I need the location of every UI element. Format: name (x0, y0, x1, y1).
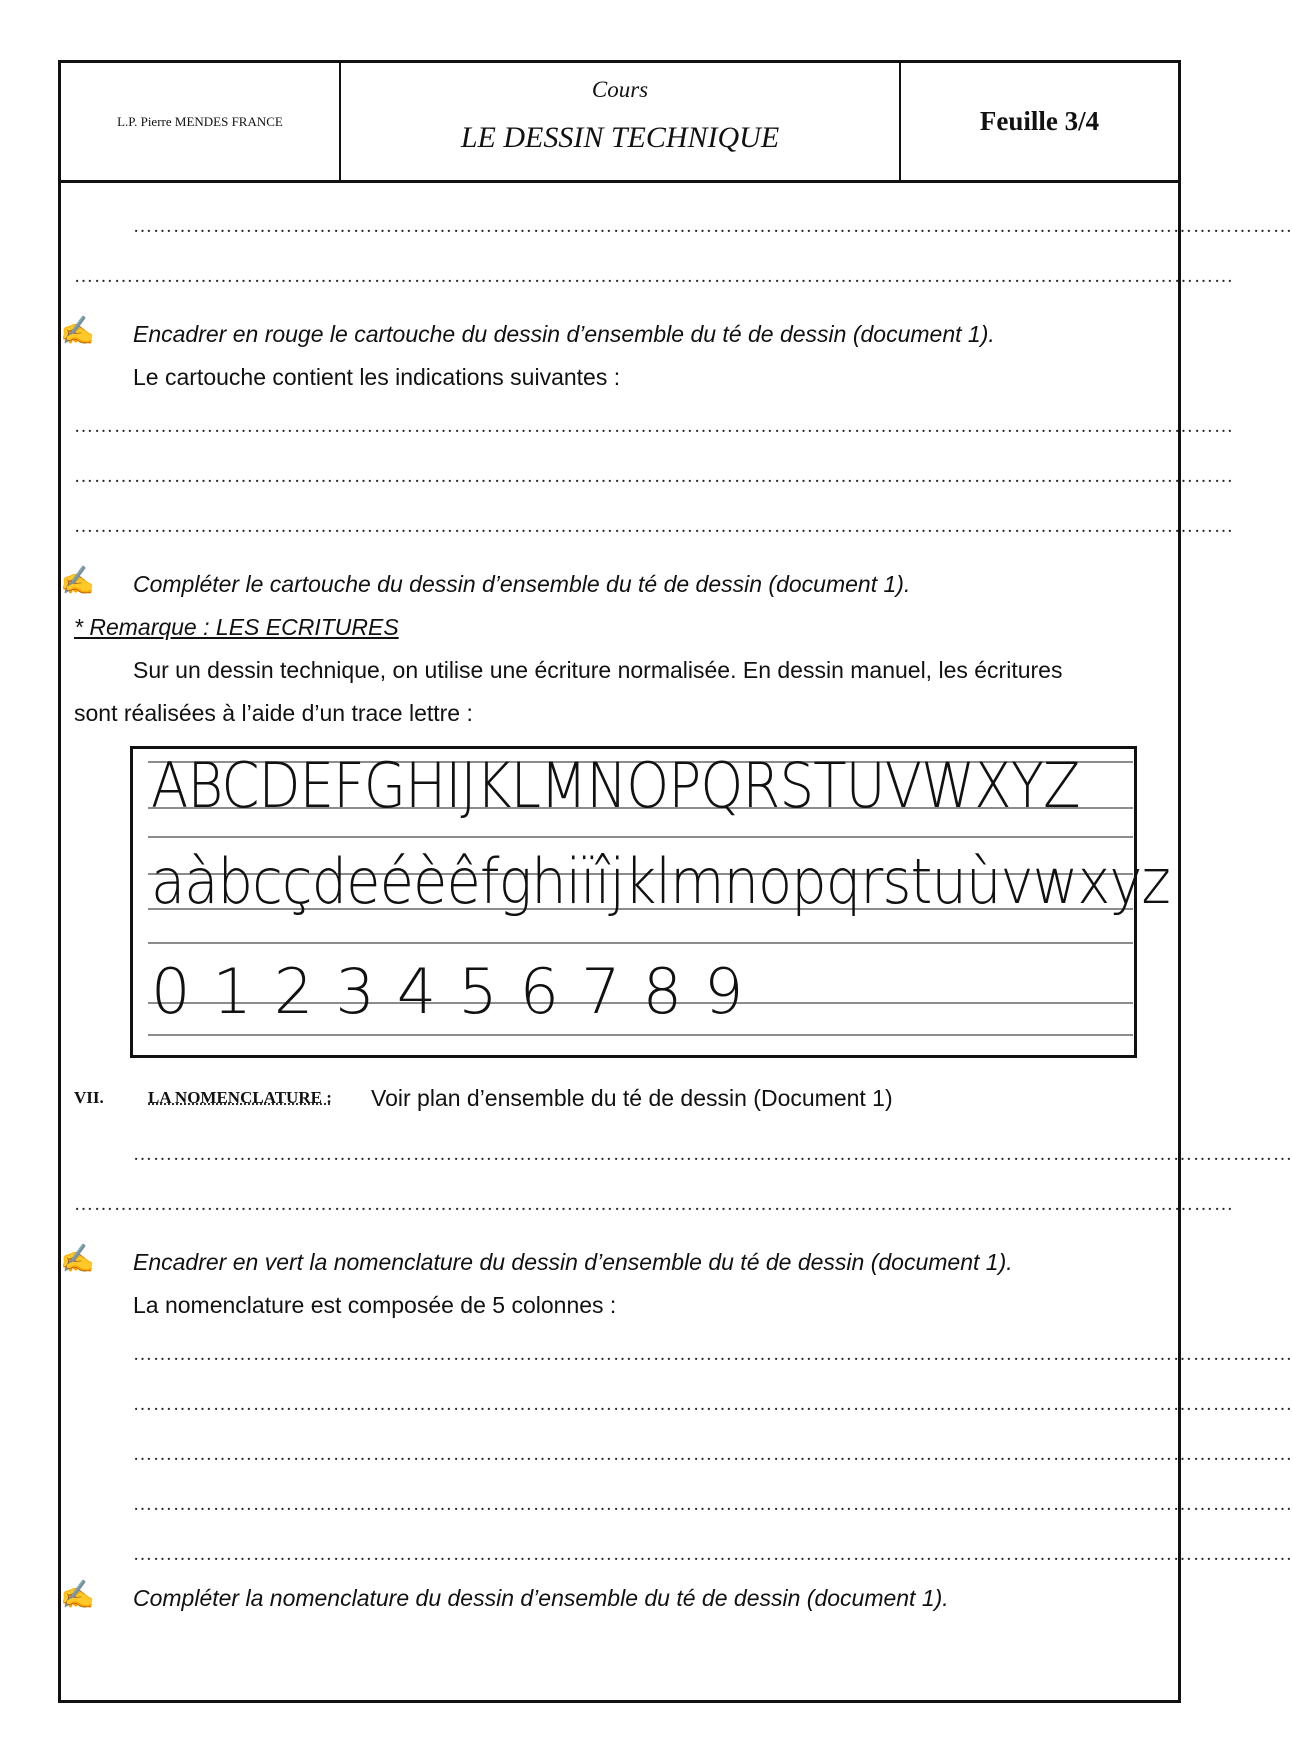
uppercase-letters: ABCDEFGHIJKLMNOPQRSTUVWXYZ (151, 749, 1080, 822)
answer-line[interactable]: ………………………………………………………………………………………………………………………………………………………… (133, 1394, 1293, 1415)
remark-text-line1: Sur un dessin technique, on utilise une écriture normalisée. En dessin manuel, les écritures (133, 657, 1063, 683)
answer-line[interactable]: ………………………………………………………………………………………………………………………………………………………… (74, 1194, 1234, 1215)
writing-hand-icon: ✍ (60, 1243, 95, 1274)
section-title: LA NOMENCLATURE : (148, 1088, 332, 1107)
section-text: Voir plan d’ensemble du té de dessin (Document 1) (371, 1085, 893, 1111)
sheet-number: Feuille 3/4 (979, 106, 1100, 136)
answer-line[interactable]: ………………………………………………………………………………………………………………………………………………………… (133, 1544, 1293, 1565)
lowercase-letters: aàbcçdeéèêfghiïîjklmnopqrstuùvwxyz (151, 845, 1170, 918)
answer-line[interactable]: ………………………………………………………………………………………………………………………………………………………… (133, 216, 1293, 237)
course-label: Cours (591, 77, 649, 102)
answer-line[interactable]: ………………………………………………………………………………………………………………………………………………………… (74, 516, 1234, 537)
answer-line[interactable]: ………………………………………………………………………………………………………………………………………………………… (74, 266, 1234, 287)
cartouche-intro: Le cartouche contient les indications suivantes : (133, 364, 621, 390)
remark-text-line2: sont réalisées à l’aide d’un trace lettre : (74, 700, 473, 726)
course-title: LE DESSIN TECHNIQUE (460, 121, 780, 154)
answer-line[interactable]: ………………………………………………………………………………………………………………………………………………………… (74, 416, 1234, 437)
nomenclature-intro: La nomenclature est composée de 5 colonnes : (133, 1292, 617, 1318)
instruction-complete-cartouche: Compléter le cartouche du dessin d’ensemble du té de dessin (document 1). (133, 571, 911, 597)
writing-hand-icon: ✍ (60, 565, 95, 596)
digits: 0123456789 (151, 955, 766, 1028)
remark-title: * Remarque : LES ECRITURES (74, 614, 399, 640)
course-cell (341, 63, 901, 180)
instruction-frame-cartouche: Encadrer en rouge le cartouche du dessin d’ensemble du té de dessin (document 1). (133, 321, 995, 347)
school-name: L.P. Pierre MENDES FRANCE (61, 63, 341, 180)
answer-line[interactable]: ………………………………………………………………………………………………………………………………………………………… (133, 1494, 1293, 1515)
header-table (61, 63, 1178, 183)
section-number: VII. (74, 1088, 104, 1107)
answer-line[interactable]: ………………………………………………………………………………………………………………………………………………………… (133, 1144, 1293, 1165)
writing-hand-icon: ✍ (60, 1579, 95, 1610)
answer-line[interactable]: ………………………………………………………………………………………………………………………………………………………… (74, 466, 1234, 487)
answer-line[interactable]: ………………………………………………………………………………………………………………………………………………………… (133, 1344, 1293, 1365)
instruction-frame-nomenclature: Encadrer en vert la nomenclature du dessin d’ensemble du té de dessin (document 1). (133, 1249, 1013, 1275)
instruction-complete-nomenclature: Compléter la nomenclature du dessin d’ensemble du té de dessin (document 1). (133, 1585, 949, 1611)
answer-line[interactable]: ………………………………………………………………………………………………………………………………………………………… (133, 1444, 1293, 1465)
writing-hand-icon: ✍ (60, 315, 95, 346)
lettering-sample (130, 746, 1170, 1058)
